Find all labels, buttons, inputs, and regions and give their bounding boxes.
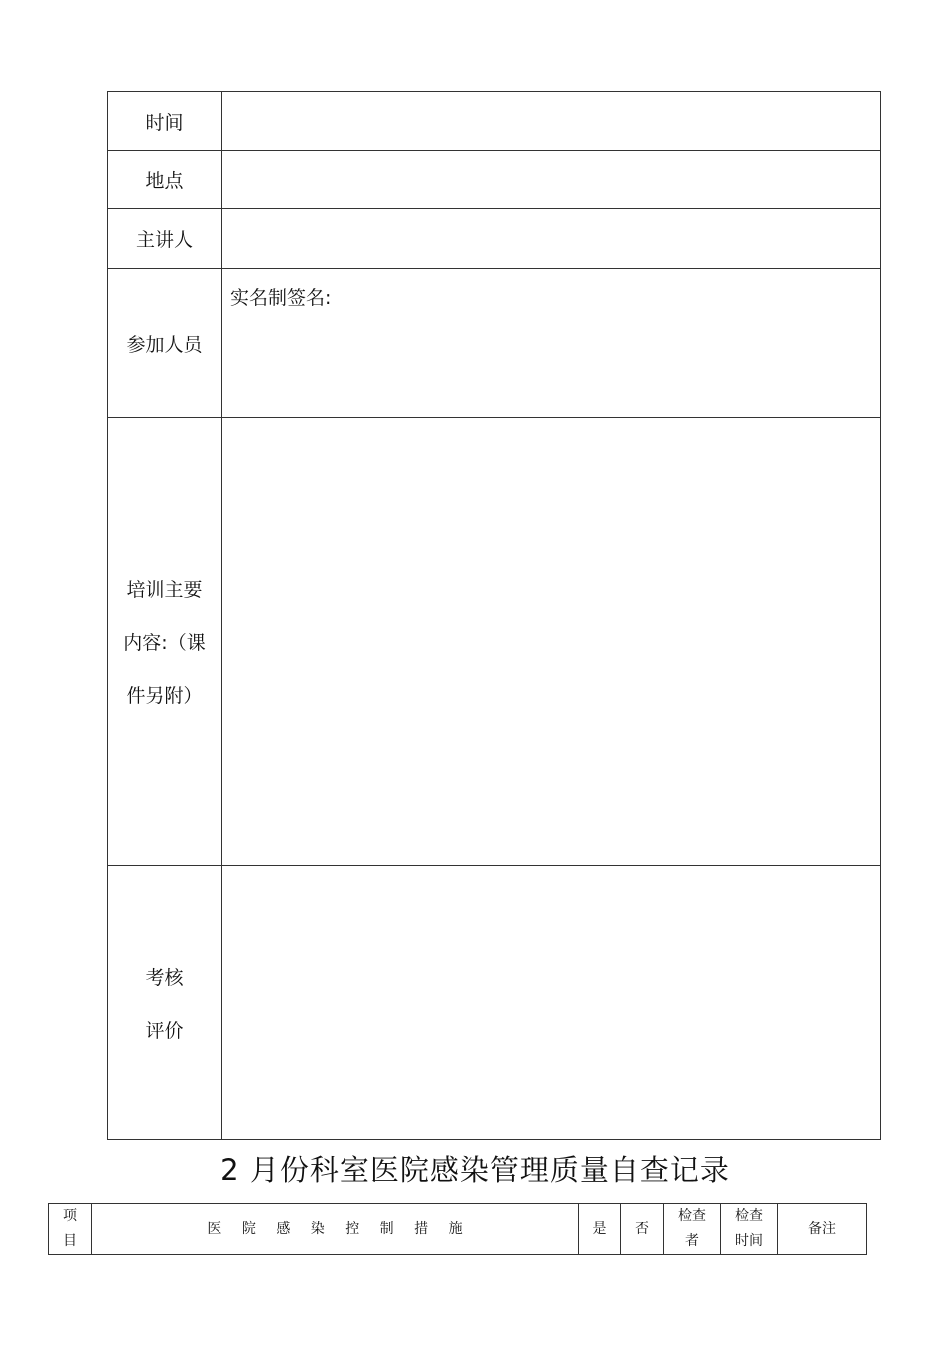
check-time-column-header: 检查 时间 <box>721 1204 778 1255</box>
time-label: 时间 <box>108 92 222 151</box>
place-field[interactable] <box>222 151 881 209</box>
assessment-label-line: 评价 <box>145 1019 184 1042</box>
content-label-line: 培训主要 <box>126 579 203 601</box>
self-check-table <box>48 1203 867 1255</box>
content-row <box>108 418 881 866</box>
assessment-label-line: 考核 <box>145 966 184 989</box>
measures-column-header: 医 院 感 染 控 制 措 施 <box>92 1204 579 1255</box>
place-row <box>108 151 881 209</box>
participants-row <box>108 269 881 418</box>
content-field[interactable] <box>222 418 881 866</box>
speaker-field[interactable] <box>222 209 881 269</box>
participants-field[interactable] <box>222 269 881 418</box>
assessment-field[interactable] <box>222 866 881 1140</box>
self-check-header-row <box>49 1204 867 1255</box>
remarks-column-header: 备注 <box>778 1204 867 1255</box>
participants-label: 参加人员 <box>108 269 222 418</box>
no-column-header: 否 <box>621 1204 664 1255</box>
content-label <box>108 418 222 866</box>
assessment-label <box>108 866 222 1140</box>
time-row <box>108 92 881 151</box>
time-field[interactable] <box>222 92 881 151</box>
speaker-label: 主讲人 <box>108 209 222 269</box>
training-record-form <box>107 91 881 1140</box>
speaker-row <box>108 209 881 269</box>
content-label-line: 内容:（课 <box>123 632 206 654</box>
content-label-line: 件另附） <box>126 685 203 707</box>
item-column-header: 项 目 <box>49 1204 92 1255</box>
sign-prompt: 实名制签名: <box>230 287 332 309</box>
record-title: 2 月份科室医院感染管理质量自查记录 <box>220 1153 730 1187</box>
inspector-column-header: 检查 者 <box>664 1204 721 1255</box>
yes-column-header: 是 <box>579 1204 621 1255</box>
place-label: 地点 <box>108 151 222 209</box>
assessment-row <box>108 866 881 1140</box>
